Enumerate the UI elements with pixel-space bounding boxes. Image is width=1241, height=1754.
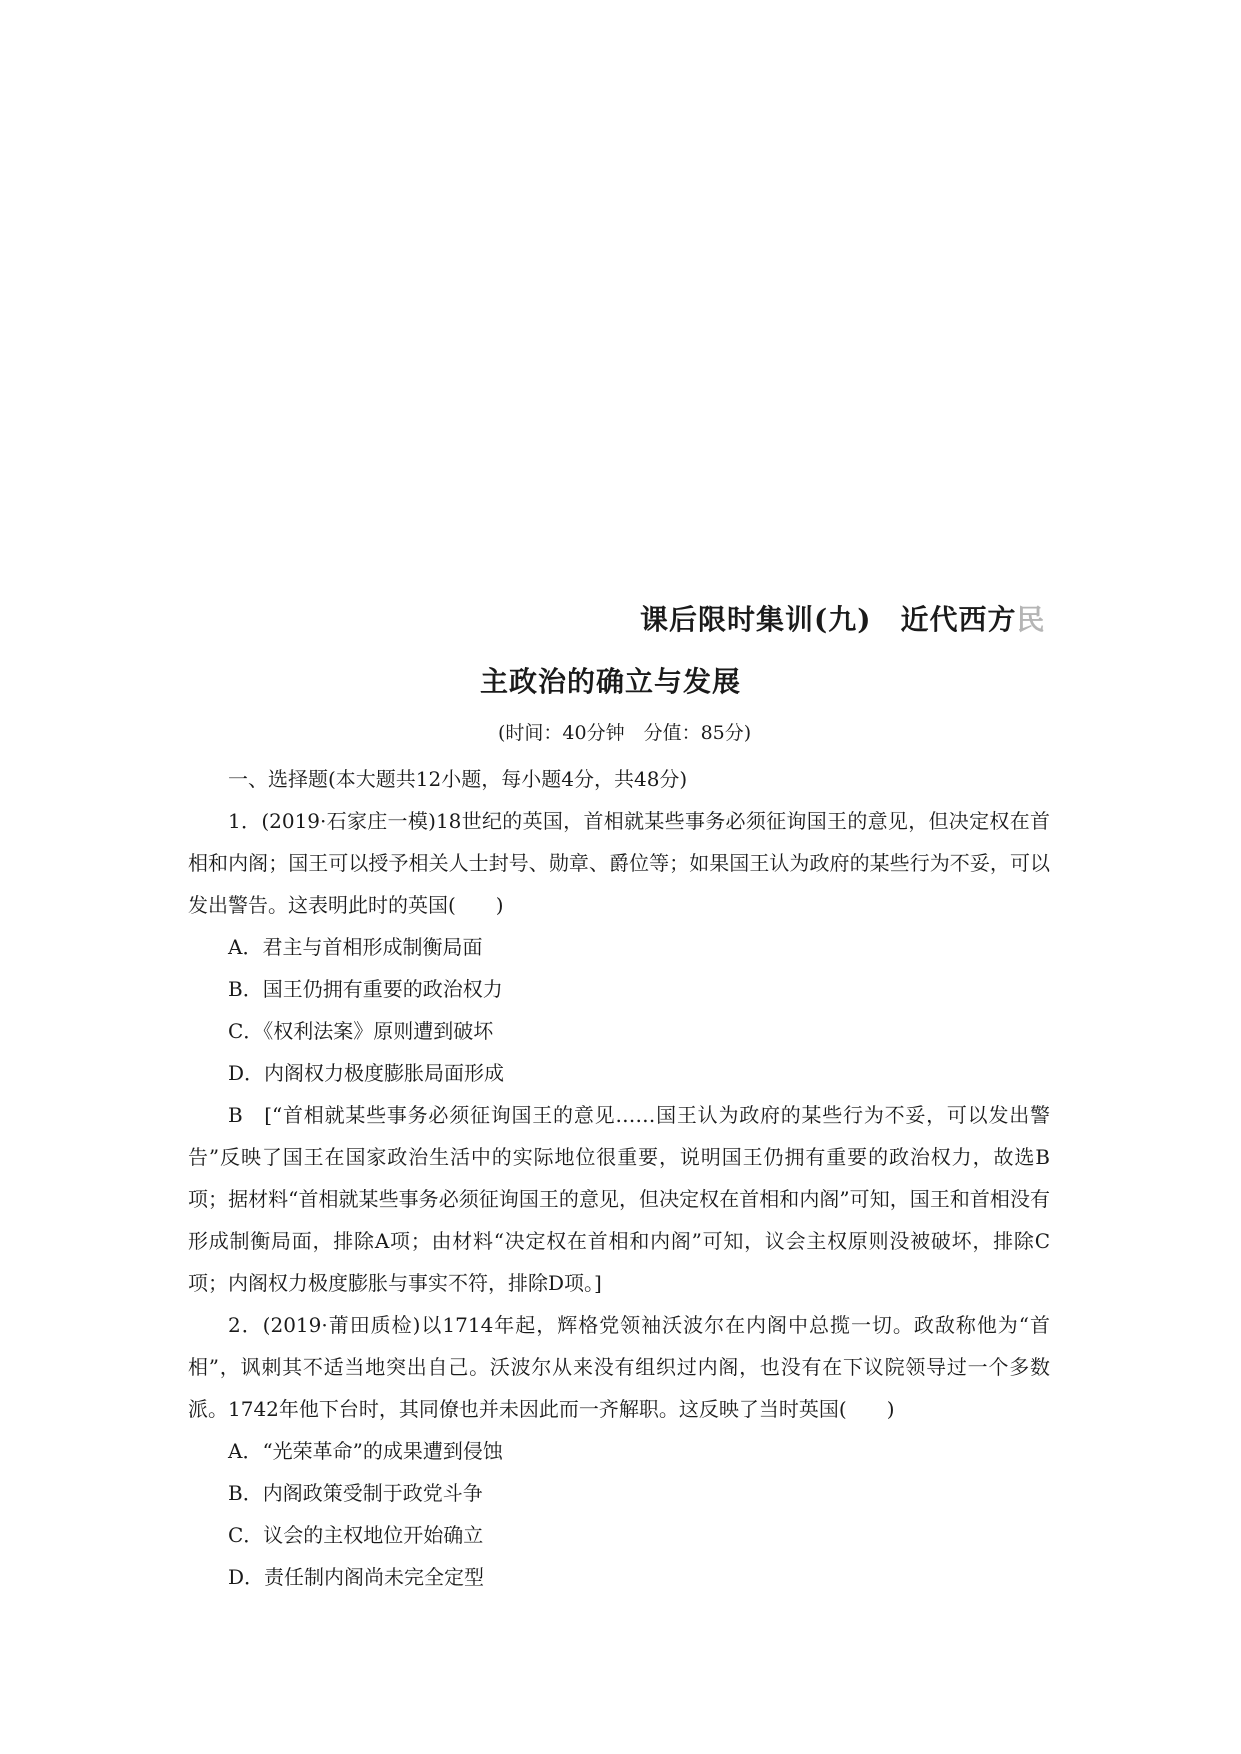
title-faded-char: 民 — [1016, 603, 1046, 636]
question-1 — [188, 800, 1050, 1304]
option-d: D．内阁权力极度膨胀局面形成 — [228, 1061, 505, 1085]
option-a: A．“光荣革命”的成果遭到侵蚀 — [228, 1439, 503, 1463]
section-heading: 一、选择题(本大题共12小题，每小题4分，共48分) — [228, 767, 688, 791]
option-a: A．君主与首相形成制衡局面 — [228, 935, 483, 959]
option-d: D．责任制内阁尚未完全定型 — [228, 1565, 485, 1589]
page-title-line-2: 主政治的确立与发展 — [480, 665, 742, 698]
title-text: 课后限时集训(九) 近代西方 — [640, 603, 1017, 636]
answer-explanation: B [“首相就某些事务必须征询国王的意见……国王认为政府的某些行为不妥，可以发出警告”反映了国王在国家政治生活中的实际地位很重要，说明国王仍拥有重要的政治权力，故选B项；据材料“首相就某些事务必须征询国王的意见，但决定权在首相和内阁”可知，国王和首相没有形成制衡局面，排除A项；由材料“决定权在首相和内阁”可知，议会主权原则没被破坏，排除C项；内阁权力极度膨胀与事实不符，排除D项。] — [188, 1103, 1050, 1295]
question-2 — [188, 1304, 1050, 1598]
question-stem: 2．(2019·莆田质检)以1714年起，辉格党领袖沃波尔在内阁中总揽一切。政敌称他为“首相”，讽刺其不适当地突出自己。沃波尔从来没有组织过内阁，也没有在下议院领导过一个多数派。1742年他下台时，其同僚也并未因此而一齐解职。这反映了当时英国( ) — [188, 1313, 1050, 1421]
option-b: B．国王仍拥有重要的政治权力 — [228, 977, 503, 1001]
option-b: B．内阁政策受制于政党斗争 — [228, 1481, 483, 1505]
document-body — [188, 758, 1050, 1598]
option-c: C．《权利法案》原则遭到破坏 — [228, 1019, 494, 1043]
option-c: C．议会的主权地位开始确立 — [228, 1523, 484, 1547]
question-stem: 1．(2019·石家庄一模)18世纪的英国，首相就某些事务必须征询国王的意见，但决定权在首相和内阁；国王可以授予相关人士封号、勋章、爵位等；如果国王认为政府的某些行为不妥，可以发出警告。这表明此时的英国( ) — [188, 809, 1050, 917]
time-score-info: (时间：40分钟 分值：85分) — [498, 722, 752, 744]
page-title-line-1 — [640, 598, 1060, 638]
